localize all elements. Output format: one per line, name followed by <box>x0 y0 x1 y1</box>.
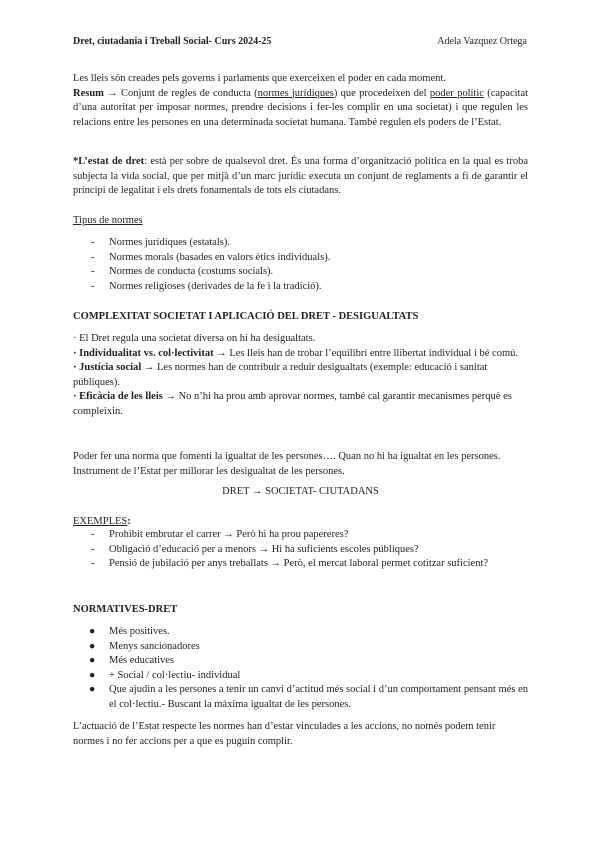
exemples-heading-text: EXEMPLES <box>73 516 128 527</box>
list-item-text: Obligació d’educació per a menors → Hi ha suficients escoles públiques? <box>109 543 419 555</box>
list-item-text: Normes de conducta (costums socials). <box>109 266 274 277</box>
dash-marker: - <box>91 237 95 248</box>
list-item-text: Prohibit embrutar el carrer → Però hi ha prou papereres? <box>109 529 349 540</box>
resum-text-1: Conjunt de regles de conducta ( <box>121 87 258 99</box>
bullet-marker: ● <box>89 684 96 695</box>
dash-marker: - <box>91 543 95 555</box>
resum-text-3: (capacitat d’una autoritat per imposar normes, prendre decisions i fer-les complir en una societat) i que regulen les relacions entre les persones en una determinada societat humana. També regulen els poders de l’Estat. <box>73 87 529 128</box>
complexitat-point-4 <box>73 390 528 419</box>
list-item-text: Pensió de jubilació per anys treballats → Però, el mercat laboral permet cotitzar suficient? <box>109 558 489 569</box>
list-item <box>73 236 528 251</box>
estat-de-dret-paragraph <box>73 155 528 199</box>
normatives-list-container <box>73 625 528 712</box>
list-item <box>73 251 528 266</box>
tipus-list-container <box>73 236 528 294</box>
complexitat-section <box>73 332 528 419</box>
tipus-list <box>73 236 528 294</box>
list-item <box>73 654 528 669</box>
final-paragraph: L’actuació de l’Estat respecte les normes han d’estar vinculades a les accions, no només podem tenir normes i no fer accions per a que es puguin complir. <box>73 721 496 747</box>
estat-text: : està per sobre de qualsevol dret. És una forma d’organització política en la qual es troba subjecta la vida social, que per mitjà d’un marc jurídic executa un conjunt de reglaments a fi de garantir el principi de legalitat i els drets fonamentals de tots els ciutadans. <box>73 156 529 196</box>
estat-label: *L’estat de dret <box>73 156 145 167</box>
list-item <box>73 625 528 640</box>
header-author: Adela Vazquez Ortega <box>437 36 527 47</box>
list-item <box>73 557 528 572</box>
bullet-marker: ● <box>89 669 96 681</box>
poder-paragraph: Poder fer una norma que fomenti la igualtat de les persones…. Quan no hi ha igualtat en les persones. Instrument de l’Estat per millorar les desigualtat de les persones. <box>73 451 501 477</box>
dash-marker: - <box>91 280 95 292</box>
point-label: · Eficàcia de les lleis <box>73 391 163 402</box>
exemples-list-container <box>73 528 528 572</box>
list-item-text: + Social / col·lectiu- individual <box>109 669 241 681</box>
exemples-list <box>73 528 528 572</box>
point-text: → Les lleis han de trobar l’equilibri entre llibertat individual i bé comú. <box>213 347 519 359</box>
complexitat-line-1: · El Dret regula una societat diversa on hi ha desigualtats. <box>73 333 316 344</box>
list-item-text: Menys sancionadores <box>109 640 200 652</box>
list-item-text: Que ajudin a les persones a tenir un canvi d’actitud més social i d’un comportament pensant més en el col·lectiu.- Buscant la màxima igualtat de les persones. <box>109 684 529 710</box>
complexitat-point-2 <box>73 347 528 362</box>
intro-line: Les lleis són creades pels governs i parlaments que exerceixen el poder en cada moment. <box>73 73 446 84</box>
complexitat-heading: COMPLEXITAT SOCIETAT I APLICACIÓ DEL DRET - DESIGUALTATS <box>73 311 419 322</box>
normatives-list <box>73 625 528 712</box>
header-course-title: Dret, ciutadania i Treball Social- Curs 2024-25 <box>73 36 272 47</box>
tipus-heading-text: Tipus de normes <box>73 215 143 226</box>
intro-section <box>73 72 528 130</box>
bullet-marker: ● <box>89 626 96 637</box>
list-item <box>73 669 528 684</box>
resum-underline-2: poder polític <box>429 87 484 99</box>
complexitat-point-3 <box>73 361 528 390</box>
list-item <box>73 543 528 558</box>
resum-arrow: → <box>103 87 122 99</box>
list-item-text: Més educatives <box>109 655 175 666</box>
dash-marker: - <box>91 251 95 263</box>
resum-label: Resum <box>73 87 104 99</box>
dash-marker: - <box>91 529 95 540</box>
list-item <box>73 280 528 295</box>
resum-underline-1: normes jurídiques <box>257 87 334 99</box>
tipus-heading <box>73 214 528 229</box>
list-item-text: Normes morals (basades en valors ètics individuals). <box>109 251 331 263</box>
formula-line: DRET → SOCIETAT- CIUTADANS <box>222 486 379 497</box>
normatives-heading: NORMATIVES-DRET <box>73 604 178 615</box>
list-item <box>73 528 528 543</box>
point-text: → No n’hi ha prou amb aprovar normes, també cal garantir mecanismes perquè es compleixin. <box>73 391 512 417</box>
dash-marker: - <box>91 266 95 277</box>
bullet-marker: ● <box>89 640 96 652</box>
list-item <box>73 640 528 655</box>
resum-text-2: ) que procedeixen del <box>333 87 430 99</box>
list-item-text: Més positives. <box>109 626 170 637</box>
bullet-marker: ● <box>89 655 96 666</box>
list-item <box>73 265 528 280</box>
resum-paragraph <box>73 87 528 131</box>
point-label: · Individualitat vs. col·lectivitat <box>73 347 214 359</box>
point-text: → Les normes han de contribuir a reduir desigualtats (exemple: educació i sanitat públiques). <box>73 362 488 388</box>
list-item-text: Normes jurídiques (estatals). <box>109 237 231 248</box>
point-label: · Justícia social <box>73 362 142 373</box>
dash-marker: - <box>91 558 95 569</box>
list-item <box>73 683 528 712</box>
list-item-text: Normes religioses (derivades de la fe i la tradició). <box>109 280 322 292</box>
exemples-colon: : <box>127 516 131 527</box>
